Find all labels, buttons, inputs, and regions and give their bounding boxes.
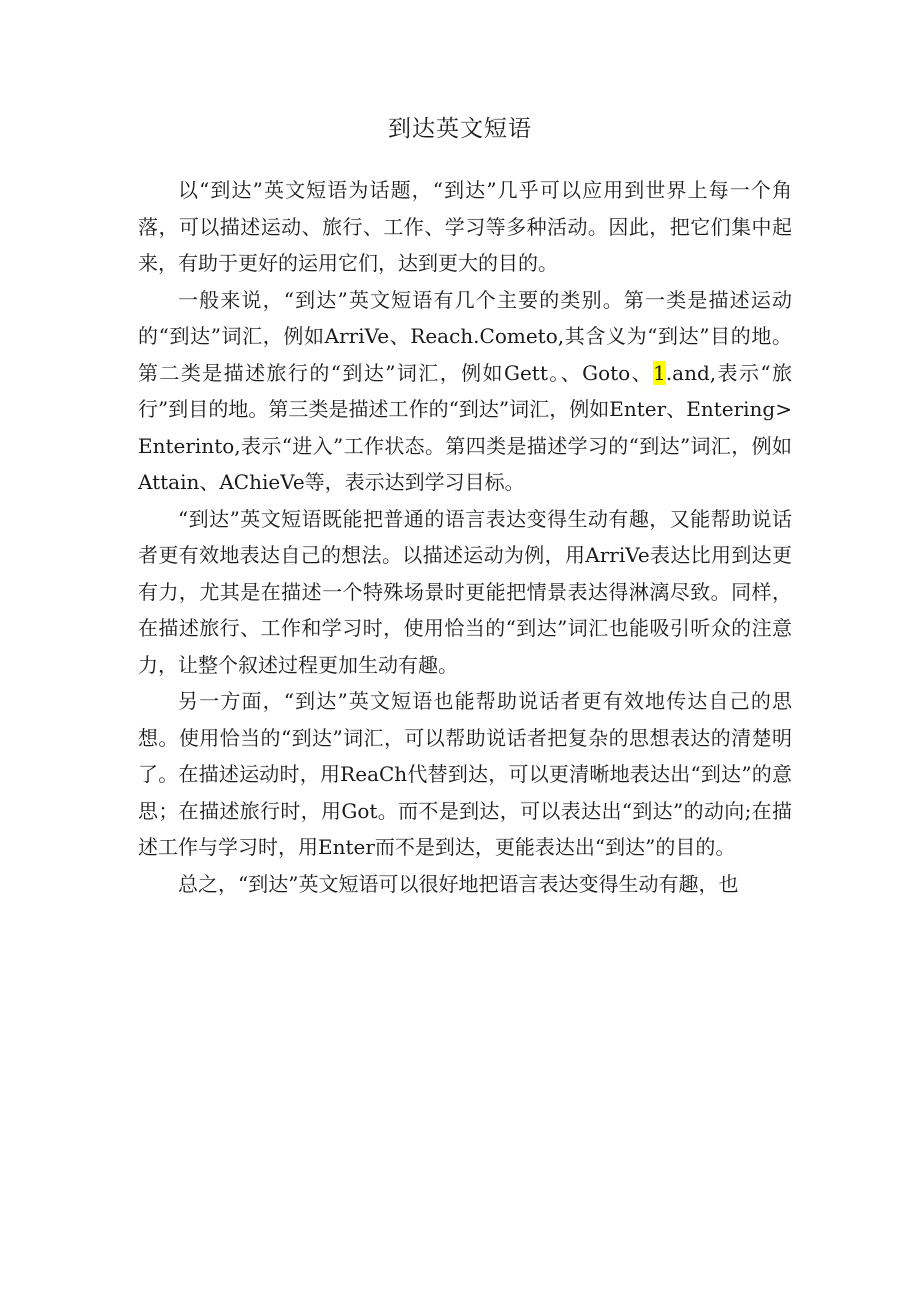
paragraph-text: 一般来说，“到达”英文短语有几个主要的类别。第一类是描述运动的“到达”词汇，例如ArriVe、Reach.Cometo,其含义为“到达”目的地。第二类是描述旅行的“到达”词汇，例如Gett。、Goto、 <box>138 287 792 385</box>
paragraph-text: 以“到达”英文短语为话题，“到达”几乎可以应用到世界上每一个角落，可以描述运动、旅行、工作、学习等多种活动。因此，把它们集中起来，有助于更好的运用它们，达到更大的目的。 <box>138 178 792 275</box>
paragraph-vividness <box>138 501 792 684</box>
paragraph-text: 另一方面，“到达”英文短语也能帮助说话者更有效地传达自己的思想。使用恰当的“到达”词汇，可以帮助说话者把复杂的思想表达的清楚明了。在描述运动时，用ReaCh代替到达，可以更清晰地表达出“到达”的意思；在描述旅行时，用Got。而不是到达，可以表达出“到达”的动向;在描述工作与学习时，用Enter而不是到达，更能表达出“到达”的目的。 <box>138 689 792 859</box>
paragraph-text: .and,表示“旅行”到目的地。第三类是描述工作的“到达”词汇，例如Enter、Entering>Enterinto,表示“进入”工作状态。第四类是描述学习的“到达”词汇，例如Attain、AChieVe等，表示达到学习目标。 <box>138 360 792 494</box>
document-title: 到达英文短语 <box>388 116 532 142</box>
paragraph-text: 总之，“到达”英文短语可以很好地把语言表达变得生动有趣，也 <box>178 871 739 896</box>
paragraph-clarity <box>138 683 792 866</box>
paragraph-text: “到达”英文短语既能把普通的语言表达变得生动有趣，又能帮助说话者更有效地表达自己的想法。以描述运动为例，用ArriVe表达比用到达更有力，尤其是在描述一个特殊场景时更能把情景表达得淋漓尽致。同样，在描述旅行、工作和学习时，使用恰当的“到达”词汇也能吸引听众的注意力，让整个叙述过程更加生动有趣。 <box>138 506 792 677</box>
highlighted-text: 1 <box>653 360 666 385</box>
paragraph-categories <box>138 282 792 501</box>
paragraph-conclusion <box>138 866 792 903</box>
paragraph-intro <box>138 172 792 282</box>
document-body <box>138 172 792 902</box>
